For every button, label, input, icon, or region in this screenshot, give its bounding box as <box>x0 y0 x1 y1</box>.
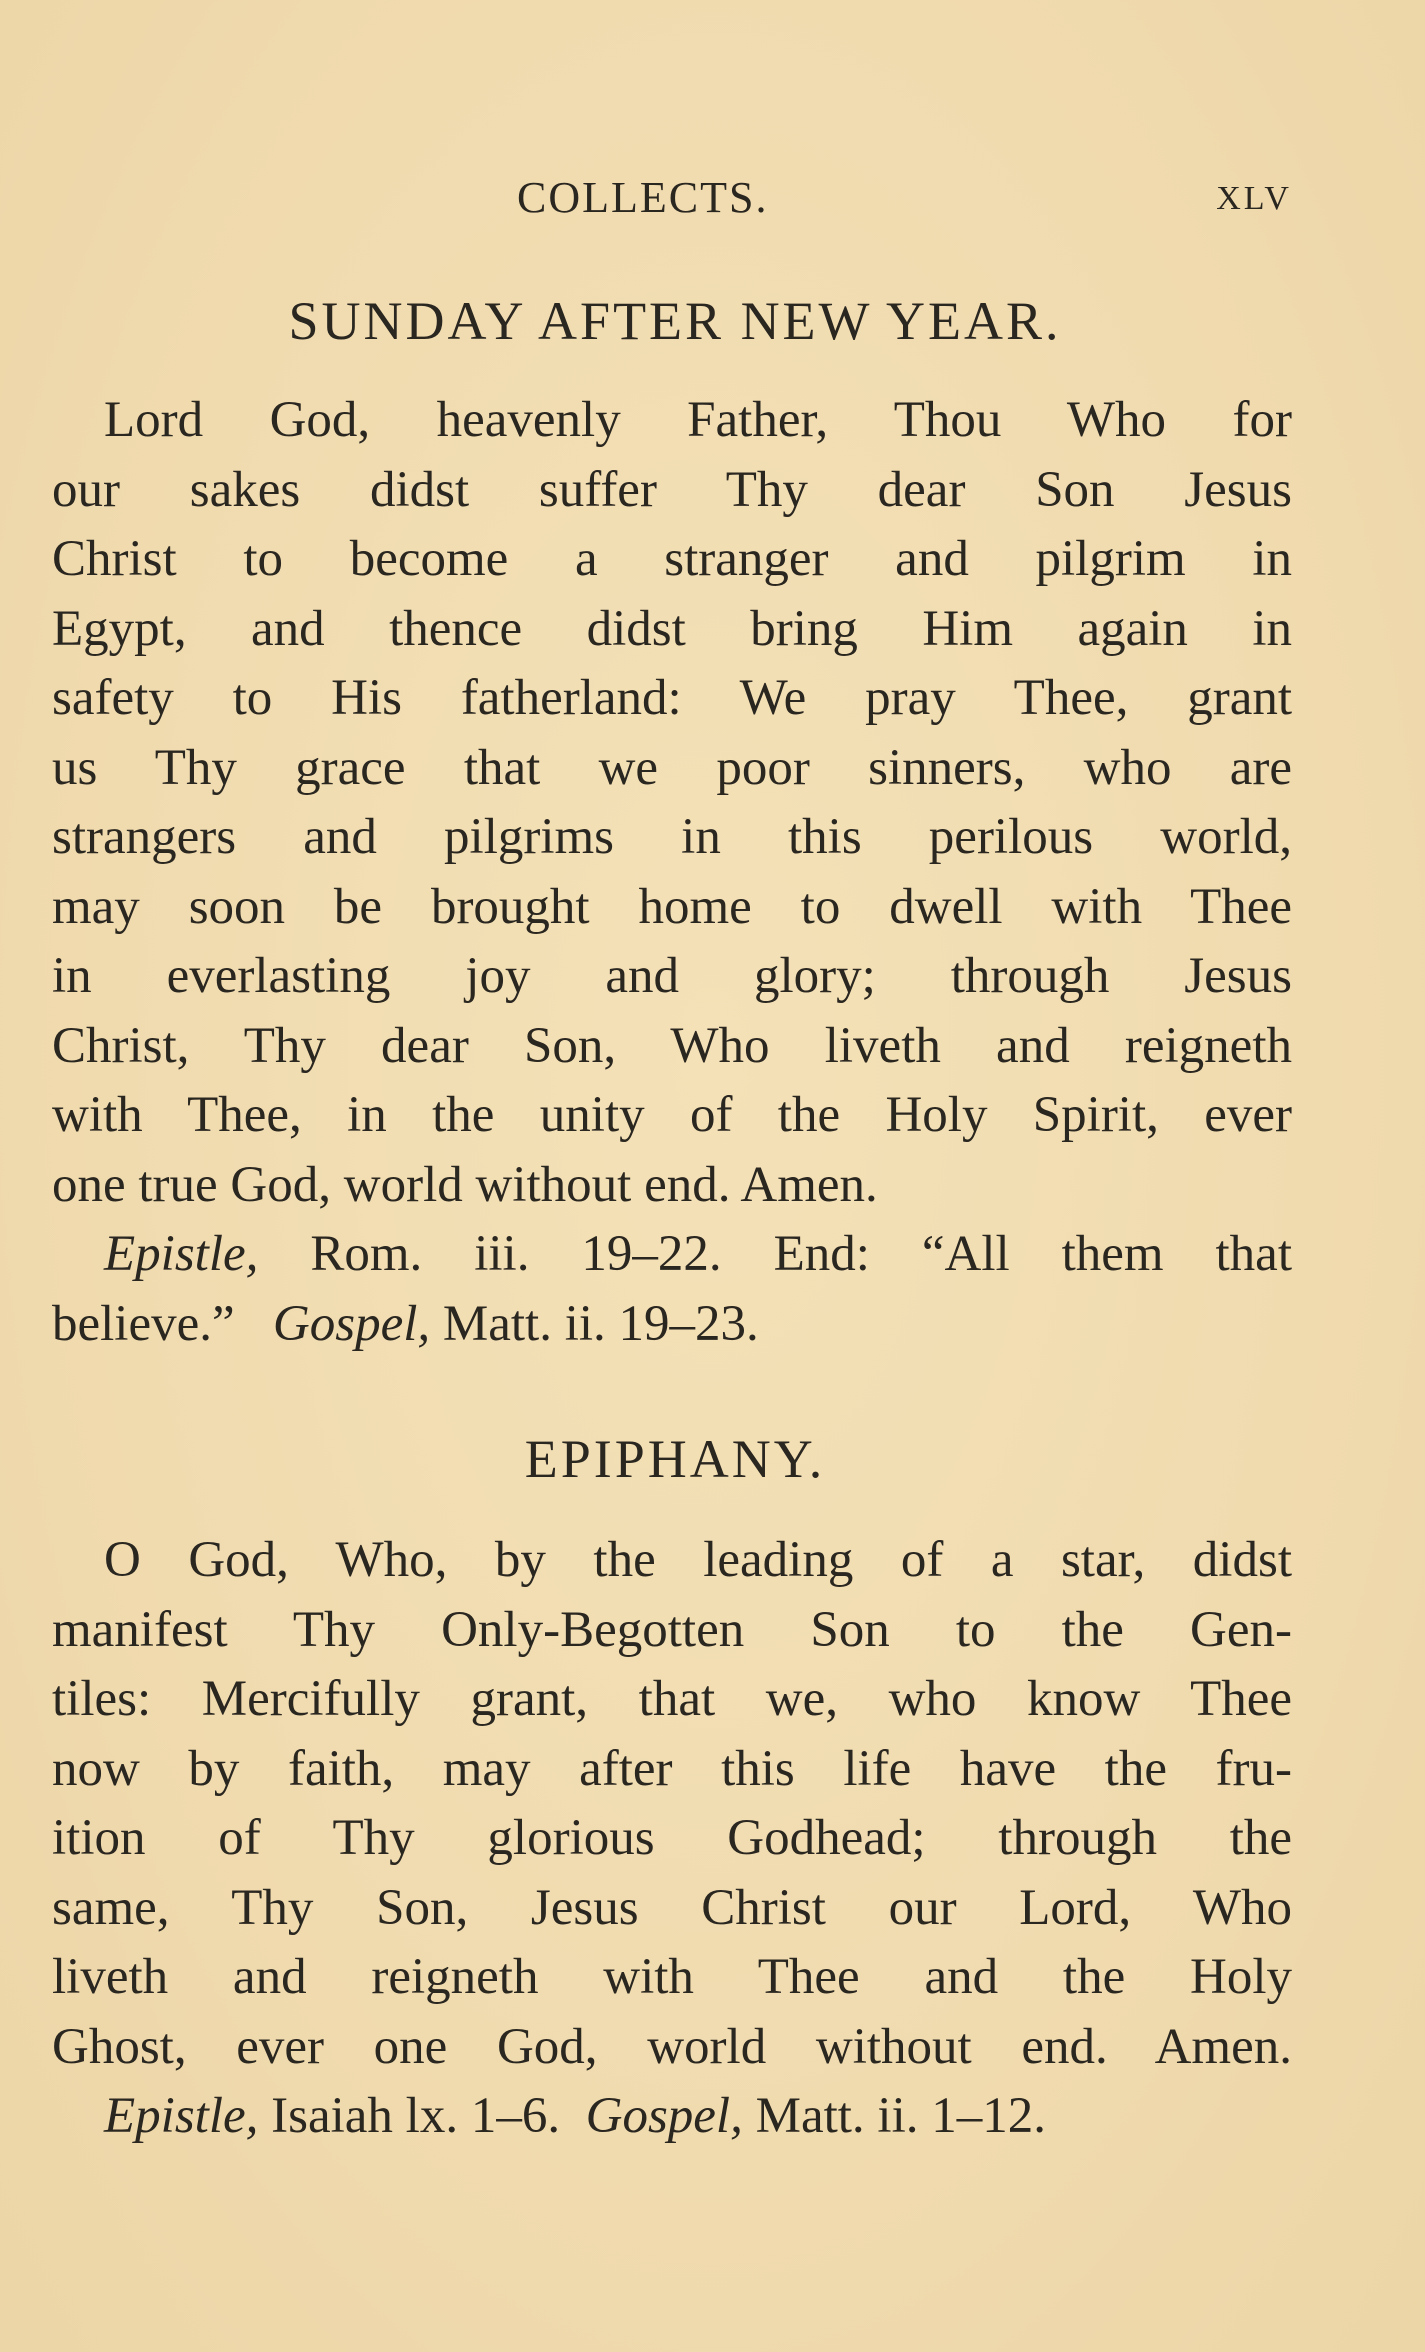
lessons-epiphany <box>52 2082 1292 2152</box>
collect-line: tiles: Mercifully grant, that we, who know Thee <box>52 1671 1292 1727</box>
collect-line: strangers and pilgrims in this perilous world, <box>52 809 1292 865</box>
epistle-reference: Rom. iii. 19–22. End: “All them that <box>310 1226 1292 1282</box>
gospel-label: Gospel, <box>272 1295 431 1352</box>
collect-line: safety to His fatherland: We pray Thee, grant <box>52 670 1292 726</box>
lesson-line <box>52 1290 1292 1360</box>
section-title-epiphany: EPIPHANY. <box>524 1429 826 1489</box>
collect-line: same, Thy Son, Jesus Christ our Lord, Who <box>52 1879 1292 1936</box>
collect-line: Christ to become a stranger and pilgrim in <box>52 531 1292 587</box>
collect-line: manifest Thy Only-Begotten Son to the Gen- <box>52 1601 1292 1658</box>
collect-sunday-after-new-year <box>52 386 1292 1220</box>
epistle-label: Epistle, <box>104 2088 259 2144</box>
collect-line: Christ, Thy dear Son, Who liveth and reigneth <box>52 1017 1292 1074</box>
collect-line: us Thy grace that we poor sinners, who are <box>52 739 1292 796</box>
collect-line: in everlasting joy and glory; through Jesus <box>52 948 1292 1004</box>
running-head <box>52 172 1292 232</box>
gospel-reference: Matt. ii. 19–23. <box>442 1295 759 1352</box>
collect-line: one true God, world without end. Amen. <box>52 1156 878 1213</box>
collect-line: ition of Thy glorious Godhead; through the <box>52 1810 1292 1866</box>
epistle-reference: Isaiah lx. 1–6. <box>271 2088 561 2144</box>
collect-line: Ghost, ever one God, world without end. Amen. <box>52 2018 1292 2075</box>
epistle-label: Epistle, <box>104 1226 259 1282</box>
epistle-continuation: believe.” <box>52 1295 235 1352</box>
collect-line: now by faith, may after this life have the fru- <box>52 1740 1292 1797</box>
collect-line: our sakes didst suffer Thy dear Son Jesus <box>52 461 1292 518</box>
lesson-line <box>52 1220 1292 1290</box>
gospel-label: Gospel, <box>585 2088 743 2144</box>
collect-line: may soon be brought home to dwell with Thee <box>52 878 1292 935</box>
section-title-sunday-after-new-year: SUNDAY AFTER NEW YEAR. <box>288 291 1062 351</box>
collect-line: O God, Who, by the leading of a star, didst <box>104 1532 1292 1588</box>
lessons-sunday-after-new-year <box>52 1220 1292 1359</box>
page-number: XLV <box>1216 180 1292 217</box>
gospel-reference: Matt. ii. 1–12. <box>755 2088 1047 2144</box>
collect-line: Lord God, heavenly Father, Thou Who for <box>104 392 1292 448</box>
running-title: COLLECTS. <box>517 173 769 222</box>
lesson-line <box>52 2082 1292 2152</box>
collect-line: with Thee, in the unity of the Holy Spirit, ever <box>52 1087 1292 1143</box>
collect-epiphany <box>52 1526 1292 2082</box>
collect-line: Egypt, and thence didst bring Him again in <box>52 600 1292 657</box>
collect-line: liveth and reigneth with Thee and the Holy <box>52 1949 1292 2005</box>
